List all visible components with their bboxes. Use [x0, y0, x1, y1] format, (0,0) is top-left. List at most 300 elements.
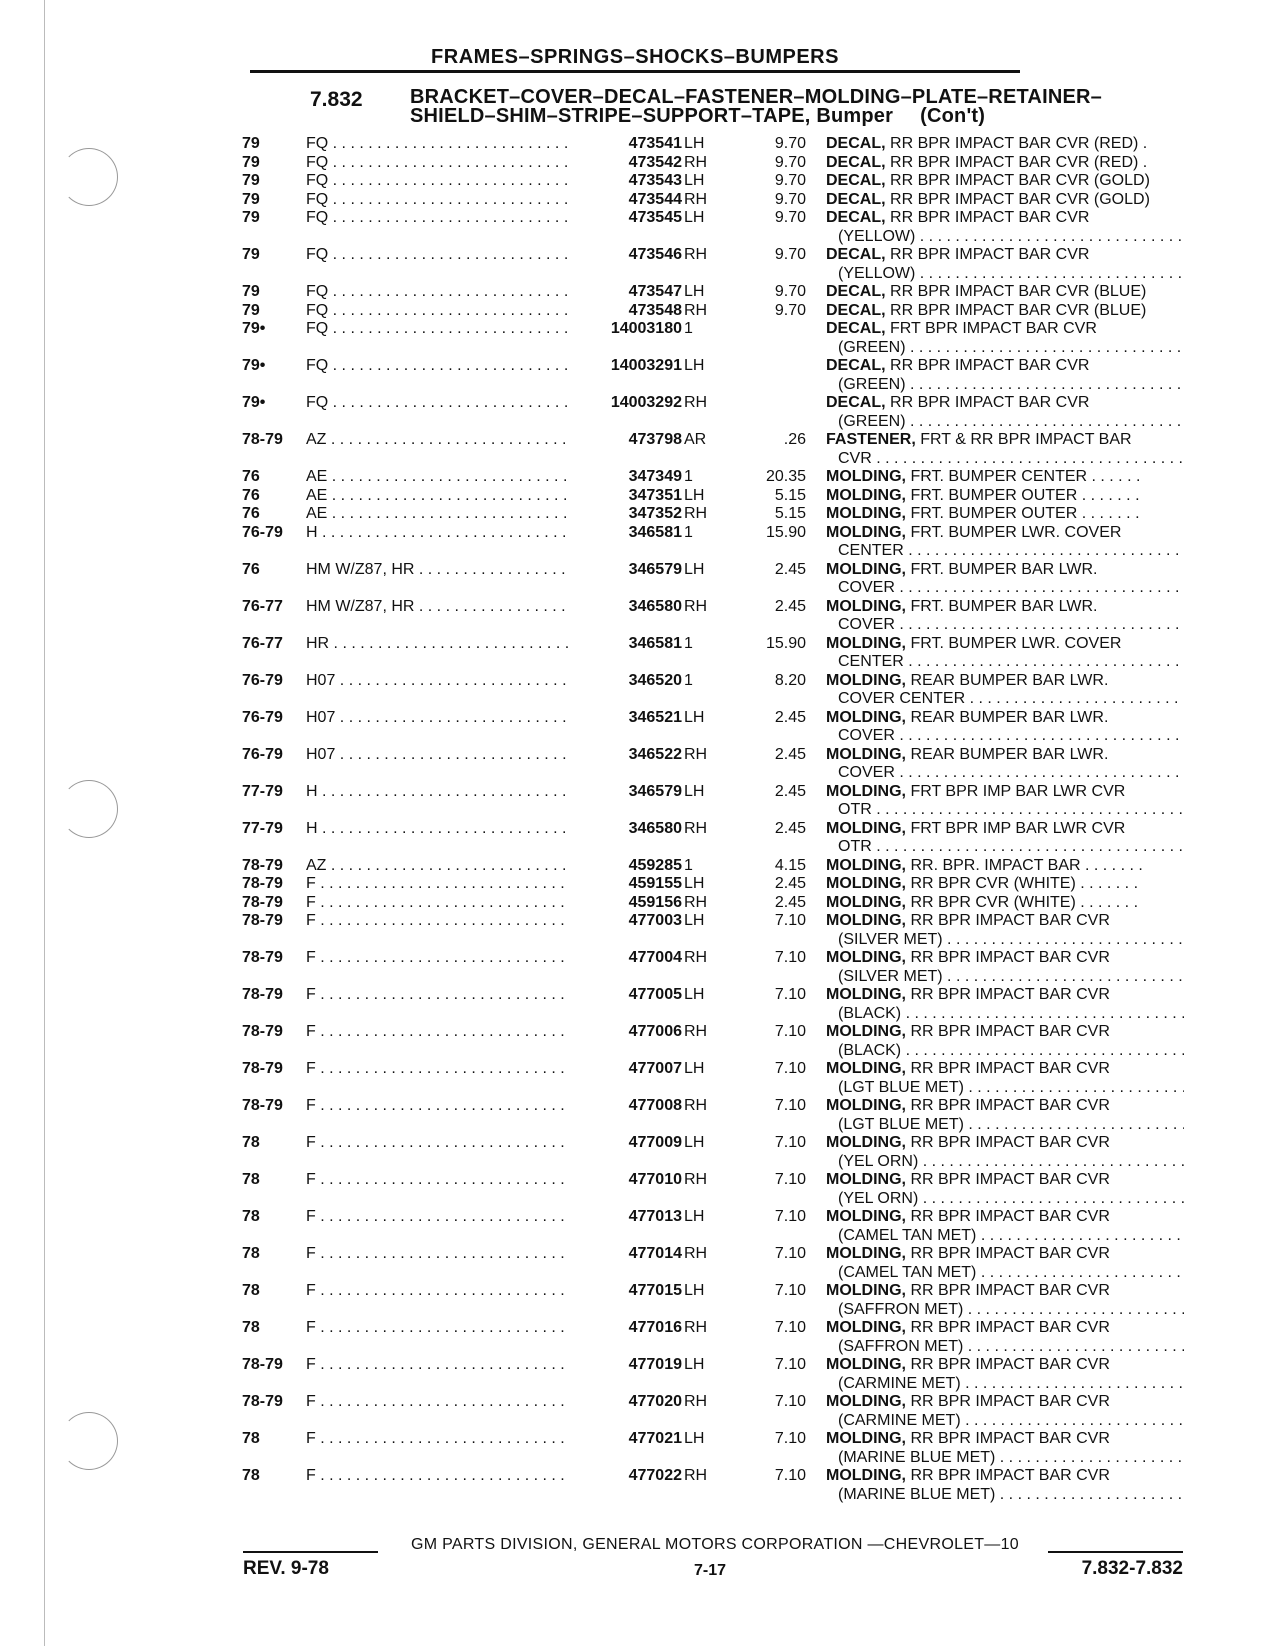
quantity-cell: LH [684, 1430, 705, 1447]
quantity-cell: RH [684, 1171, 708, 1188]
quantity-cell: RH [684, 190, 708, 208]
price-cell: 4.15 [774, 856, 806, 874]
model-cell: F . . . [306, 1393, 574, 1412]
parts-row [0, 746, 1280, 783]
item-description-line2: (SILVER MET) . . . [826, 931, 1184, 950]
price-cell: 9.70 [774, 172, 806, 189]
part-number-cell: 477010 [568, 1171, 682, 1190]
parts-row [0, 246, 1280, 283]
price-cell: 7.10 [774, 949, 806, 966]
model-cell: H . . . [306, 783, 574, 802]
item-name: DECAL, [826, 172, 886, 189]
description-cell [826, 283, 1186, 302]
model-cell: FQ . . . [306, 172, 574, 191]
price-cell: 15.90 [765, 523, 806, 541]
item-description: RR BPR IMPACT BAR CVR [910, 1245, 1110, 1262]
description-cell [826, 505, 1186, 524]
item-description-line2: COVER . . . [826, 727, 1184, 746]
part-number-cell: 346520 [568, 672, 682, 691]
price-cell: 7.10 [774, 986, 806, 1003]
quantity-cell: 1 [684, 856, 693, 874]
part-number-cell: 346580 [568, 598, 682, 617]
year-cell: 76 [242, 486, 260, 504]
item-description: RR BPR IMPACT BAR CVR [890, 394, 1090, 411]
year-cell: 78-79 [242, 1023, 283, 1040]
item-description-line2: (GREEN) . . . [826, 376, 1184, 395]
model-cell: AE . . . [306, 505, 574, 524]
quantity-cell: 1 [684, 468, 693, 485]
year-cell: 79 [242, 153, 260, 171]
parts-row [0, 1208, 1280, 1245]
item-name: MOLDING, [826, 1430, 906, 1447]
item-description-line2: (YEL ORN) . . . [826, 1153, 1184, 1172]
part-number-cell: 14003292 [568, 394, 682, 413]
item-name: MOLDING, [826, 1023, 906, 1040]
description-cell [826, 487, 1186, 506]
year-cell: 77-79 [242, 819, 283, 837]
parts-row [0, 1393, 1280, 1430]
part-number-cell: 14003180 [568, 320, 682, 339]
item-description: REAR BUMPER BAR LWR. [910, 671, 1109, 689]
revision-label: REV. 9-78 [243, 1558, 329, 1579]
price-cell: 9.70 [774, 190, 806, 208]
item-name: MOLDING, [826, 1319, 906, 1336]
item-description: RR BPR IMPACT BAR CVR [890, 209, 1090, 226]
parts-row [0, 302, 1280, 321]
description-cell [826, 357, 1186, 394]
parts-row [0, 209, 1280, 246]
item-description: RR BPR IMPACT BAR CVR (GOLD) [890, 190, 1150, 208]
year-cell: 78-79 [242, 1393, 283, 1410]
quantity-cell: RH [684, 1467, 708, 1484]
description-cell [826, 635, 1186, 672]
parts-row [0, 857, 1280, 876]
year-cell: 76-79 [242, 708, 283, 726]
parts-row [0, 468, 1280, 487]
year-cell: 76-79 [242, 523, 283, 541]
parts-row [0, 1319, 1280, 1356]
item-name: MOLDING, [826, 671, 906, 689]
part-number-cell: 346522 [568, 746, 682, 765]
item-name: DECAL, [826, 283, 886, 300]
item-name: MOLDING, [826, 486, 906, 504]
item-name: MOLDING, [826, 745, 906, 763]
year-cell: 78-79 [242, 1097, 283, 1114]
item-description: RR BPR IMPACT BAR CVR [910, 1282, 1110, 1299]
part-number-cell: 473542 [568, 154, 682, 173]
item-description: REAR BUMPER BAR LWR. [910, 708, 1109, 726]
quantity-cell: RH [684, 893, 708, 911]
price-cell: 7.10 [774, 1134, 806, 1151]
item-name: DECAL, [826, 246, 886, 263]
part-number-cell: 346581 [568, 635, 682, 654]
year-cell: 76 [242, 468, 260, 485]
quantity-cell: RH [684, 153, 708, 171]
description-cell [826, 468, 1186, 487]
item-description: RR BPR IMPACT BAR CVR [910, 1208, 1110, 1225]
part-number-cell: 477015 [568, 1282, 682, 1301]
item-name: MOLDING, [826, 1208, 906, 1225]
footer-rule-right [1048, 1551, 1183, 1553]
quantity-cell: LH [684, 1208, 705, 1225]
item-description: RR BPR CVR (WHITE) . . . . . . . [910, 875, 1139, 892]
description-cell [826, 1356, 1186, 1393]
section-title-line1: BRACKET–COVER–DECAL–FASTENER–MOLDING–PLATE–RETAINER– [410, 86, 1102, 108]
quantity-cell: 1 [684, 523, 693, 541]
parts-row [0, 1245, 1280, 1282]
price-cell: 7.10 [774, 1208, 806, 1225]
part-number-cell: 346581 [568, 524, 682, 543]
parts-row [0, 875, 1280, 894]
model-cell: AE . . . [306, 487, 574, 506]
quantity-cell: RH [684, 246, 708, 263]
price-cell: 7.10 [774, 1393, 806, 1410]
page-header-title: FRAMES–SPRINGS–SHOCKS–BUMPERS [431, 46, 839, 68]
item-description-line2: (MARINE BLUE MET) . . . [826, 1449, 1184, 1468]
part-number-cell: 459285 [568, 857, 682, 876]
model-cell: FQ . . . [306, 154, 574, 173]
quantity-cell: LH [684, 1356, 705, 1373]
quantity-cell: RH [684, 505, 708, 522]
part-number-cell: 347351 [568, 487, 682, 506]
year-cell: 76-79 [242, 745, 283, 763]
item-name: MOLDING, [826, 856, 906, 874]
quantity-cell: RH [684, 301, 708, 319]
model-cell: FQ . . . [306, 357, 574, 376]
item-name: MOLDING, [826, 986, 906, 1003]
parts-row [0, 1467, 1280, 1504]
part-number-cell: 477020 [568, 1393, 682, 1412]
item-description-line2: (BLACK) . . . [826, 1042, 1184, 1061]
description-cell [826, 320, 1186, 357]
item-description: RR BPR IMPACT BAR CVR (BLUE) [890, 283, 1147, 300]
description-cell [826, 1208, 1186, 1245]
item-description: RR BPR IMPACT BAR CVR [910, 1134, 1110, 1151]
item-description: FRT BPR IMP BAR LWR CVR [910, 782, 1126, 800]
parts-row [0, 912, 1280, 949]
item-description-line2: (SILVER MET) . . . [826, 968, 1184, 987]
parts-row [0, 635, 1280, 672]
model-cell: HM W/Z87, HR . . . [306, 598, 574, 617]
year-cell: 76-79 [242, 671, 283, 689]
parts-row [0, 1430, 1280, 1467]
model-cell: F . . . [306, 1245, 574, 1264]
description-cell [826, 246, 1186, 283]
year-cell: 78-79 [242, 875, 283, 892]
description-cell [826, 561, 1186, 598]
model-cell: F . . . [306, 912, 574, 931]
quantity-cell: LH [684, 560, 705, 578]
description-cell [826, 172, 1186, 191]
item-description: RR. BPR. IMPACT BAR . . . . . . . [910, 856, 1143, 874]
year-cell: 79 [242, 246, 260, 263]
item-name: MOLDING, [826, 708, 906, 726]
price-cell: 9.70 [774, 135, 806, 152]
quantity-cell: LH [684, 172, 705, 189]
parts-row [0, 894, 1280, 913]
year-cell: 78 [242, 1282, 260, 1299]
item-description: RR BPR IMPACT BAR CVR [910, 1171, 1110, 1188]
description-cell [826, 986, 1186, 1023]
item-name: MOLDING, [826, 523, 906, 541]
item-description: REAR BUMPER BAR LWR. [910, 745, 1109, 763]
section-title [410, 88, 1102, 126]
part-number-cell: 473546 [568, 246, 682, 265]
quantity-cell: LH [684, 135, 705, 152]
item-description: FRT. BUMPER CENTER . . . . . . [910, 468, 1141, 485]
item-description: RR BPR IMPACT BAR CVR [910, 1023, 1110, 1040]
item-description-line2: COVER . . . [826, 764, 1184, 783]
parts-row [0, 191, 1280, 210]
part-number-cell: 473541 [568, 135, 682, 154]
year-cell: 79 [242, 172, 260, 189]
item-description-line2: (SAFFRON MET) . . . [826, 1301, 1184, 1320]
item-name: MOLDING, [826, 782, 906, 800]
part-number-cell: 473798 [568, 431, 682, 450]
model-cell: AE . . . [306, 468, 574, 487]
model-cell: H . . . [306, 524, 574, 543]
item-name: MOLDING, [826, 560, 906, 578]
description-cell [826, 394, 1186, 431]
parts-row [0, 283, 1280, 302]
year-cell: 79• [242, 320, 266, 337]
description-cell [826, 209, 1186, 246]
item-description-line2: CENTER . . . [826, 542, 1184, 561]
description-cell [826, 857, 1186, 876]
price-cell: 7.10 [774, 1245, 806, 1262]
description-cell [826, 154, 1186, 173]
price-cell: 5.15 [774, 505, 806, 522]
year-cell: 78 [242, 1208, 260, 1225]
item-description: FRT. BUMPER OUTER . . . . . . . [910, 505, 1140, 522]
year-cell: 78-79 [242, 949, 283, 966]
quantity-cell: 1 [684, 634, 693, 652]
quantity-cell: AR [684, 431, 707, 448]
quantity-cell: RH [684, 819, 708, 837]
description-cell [826, 1245, 1186, 1282]
part-number-cell: 346521 [568, 709, 682, 728]
year-cell: 78 [242, 1319, 260, 1336]
quantity-cell: RH [684, 1097, 708, 1114]
part-number-cell: 477014 [568, 1245, 682, 1264]
quantity-cell: RH [684, 1393, 708, 1410]
item-description: RR BPR IMPACT BAR CVR [910, 1393, 1110, 1410]
year-cell: 78-79 [242, 912, 283, 929]
quantity-cell: RH [684, 1023, 708, 1040]
parts-row [0, 598, 1280, 635]
model-cell: FQ . . . [306, 320, 574, 339]
part-number-cell: 346579 [568, 783, 682, 802]
item-description: RR BPR IMPACT BAR CVR [910, 1060, 1110, 1077]
item-description: FRT & RR BPR IMPACT BAR [920, 431, 1132, 448]
year-cell: 76 [242, 560, 260, 578]
item-name: MOLDING, [826, 1060, 906, 1077]
description-cell [826, 746, 1186, 783]
item-description: FRT. BUMPER LWR. COVER [910, 523, 1122, 541]
footer-rule-left [243, 1551, 378, 1553]
item-description-line2: (LGT BLUE MET) . . . [826, 1079, 1184, 1098]
description-cell [826, 783, 1186, 820]
item-description: RR BPR IMPACT BAR CVR [910, 1319, 1110, 1336]
item-name: DECAL, [826, 135, 886, 152]
item-description: RR BPR IMPACT BAR CVR [910, 1430, 1110, 1447]
part-number-cell: 346580 [568, 820, 682, 839]
item-description: RR BPR IMPACT BAR CVR [890, 357, 1090, 374]
price-cell: 2.45 [774, 560, 806, 578]
quantity-cell: RH [684, 1245, 708, 1262]
parts-row [0, 135, 1280, 154]
parts-row [0, 320, 1280, 357]
part-number-cell: 473544 [568, 191, 682, 210]
item-description: RR BPR IMPACT BAR CVR (RED) . [890, 135, 1148, 152]
part-number-cell: 477006 [568, 1023, 682, 1042]
year-cell: 76-77 [242, 597, 283, 615]
part-number-cell: 346579 [568, 561, 682, 580]
item-description-line2: CENTER . . . [826, 653, 1184, 672]
description-cell [826, 1430, 1186, 1467]
price-cell: 7.10 [774, 1319, 806, 1336]
quantity-cell: LH [684, 708, 705, 726]
item-description: FRT. BUMPER LWR. COVER [910, 634, 1122, 652]
parts-row [0, 154, 1280, 173]
part-number-cell: 459155 [568, 875, 682, 894]
model-cell: FQ . . . [306, 246, 574, 265]
price-cell: 2.45 [774, 819, 806, 837]
model-cell: F . . . [306, 1097, 574, 1116]
item-description: RR BPR IMPACT BAR CVR [910, 912, 1110, 929]
parts-row [0, 709, 1280, 746]
item-description-line2: OTR . . . [826, 838, 1184, 857]
part-number-cell: 477013 [568, 1208, 682, 1227]
year-cell: 78-79 [242, 856, 283, 874]
part-number-cell: 477005 [568, 986, 682, 1005]
quantity-cell: LH [684, 1134, 705, 1151]
model-cell: FQ . . . [306, 302, 574, 321]
description-cell [826, 431, 1186, 468]
item-description: FRT. BUMPER BAR LWR. [910, 597, 1098, 615]
item-description-line2: (CAMEL TAN MET) . . . [826, 1264, 1184, 1283]
price-cell: 8.20 [774, 671, 806, 689]
item-name: MOLDING, [826, 634, 906, 652]
item-name: MOLDING, [826, 1393, 906, 1410]
year-cell: 79• [242, 394, 266, 411]
price-cell: 9.70 [774, 283, 806, 300]
parts-row [0, 1171, 1280, 1208]
item-description: RR BPR IMPACT BAR CVR (RED) . [890, 153, 1148, 171]
year-cell: 79• [242, 357, 266, 374]
header-rule [250, 70, 1020, 73]
part-number-cell: 477007 [568, 1060, 682, 1079]
item-name: MOLDING, [826, 1134, 906, 1151]
part-number-cell: 459156 [568, 894, 682, 913]
parts-row [0, 172, 1280, 191]
model-cell: HR . . . [306, 635, 574, 654]
price-cell: 20.35 [765, 468, 806, 485]
item-name: MOLDING, [826, 875, 906, 892]
parts-row [0, 1097, 1280, 1134]
quantity-cell: LH [684, 986, 705, 1003]
model-cell: H07 . . . [306, 672, 574, 691]
model-cell: FQ . . . [306, 191, 574, 210]
price-cell: 15.90 [765, 634, 806, 652]
item-description: FRT. BUMPER OUTER . . . . . . . [910, 486, 1140, 504]
item-description: RR BPR IMPACT BAR CVR [910, 1097, 1110, 1114]
description-cell [826, 1319, 1186, 1356]
item-name: FASTENER, [826, 431, 916, 448]
price-cell: 2.45 [774, 708, 806, 726]
description-cell [826, 1282, 1186, 1319]
item-name: MOLDING, [826, 1097, 906, 1114]
parts-row [0, 394, 1280, 431]
item-description: FRT BPR IMPACT BAR CVR [890, 320, 1097, 337]
item-description: RR BPR IMPACT BAR CVR [910, 949, 1110, 966]
quantity-cell: LH [684, 782, 705, 800]
item-description-line2: (CAMEL TAN MET) . . . [826, 1227, 1184, 1246]
parts-row [0, 949, 1280, 986]
item-description-line2: OTR . . . [826, 801, 1184, 820]
price-cell: 9.70 [774, 209, 806, 226]
item-description-line2: CVR . . . [826, 450, 1184, 469]
quantity-cell: RH [684, 1319, 708, 1336]
model-cell: AZ . . . [306, 857, 574, 876]
parts-row [0, 1282, 1280, 1319]
model-cell: F . . . [306, 1134, 574, 1153]
model-cell: F . . . [306, 1430, 574, 1449]
item-name: MOLDING, [826, 1467, 906, 1484]
item-description: RR BPR IMPACT BAR CVR (BLUE) [890, 301, 1147, 319]
item-description: RR BPR IMPACT BAR CVR (GOLD) [890, 172, 1150, 189]
quantity-cell: RH [684, 394, 708, 411]
year-cell: 76 [242, 505, 260, 522]
item-name: DECAL, [826, 394, 886, 411]
item-name: DECAL, [826, 153, 886, 171]
parts-row [0, 820, 1280, 857]
part-number-cell: 477003 [568, 912, 682, 931]
part-number-cell: 477008 [568, 1097, 682, 1116]
year-cell: 79 [242, 209, 260, 226]
section-number: 7.832 [310, 88, 363, 111]
item-name: MOLDING, [826, 468, 906, 485]
price-cell: 7.10 [774, 1467, 806, 1484]
item-description: RR BPR IMPACT BAR CVR [910, 1467, 1110, 1484]
price-cell: 7.10 [774, 1171, 806, 1188]
parts-row [0, 1134, 1280, 1171]
quantity-cell: RH [684, 597, 708, 615]
parts-list [0, 135, 1280, 1504]
model-cell: F . . . [306, 986, 574, 1005]
part-number-cell: 473543 [568, 172, 682, 191]
quantity-cell: 1 [684, 671, 693, 689]
item-name: DECAL, [826, 190, 886, 208]
parts-row [0, 561, 1280, 598]
price-cell: 7.10 [774, 1097, 806, 1114]
year-cell: 78-79 [242, 1060, 283, 1077]
item-name: MOLDING, [826, 1282, 906, 1299]
item-description-line2: (LGT BLUE MET) . . . [826, 1116, 1184, 1135]
item-name: MOLDING, [826, 819, 906, 837]
item-description: RR BPR IMPACT BAR CVR [910, 986, 1110, 1003]
parts-row [0, 431, 1280, 468]
year-cell: 79 [242, 190, 260, 208]
item-description: FRT. BUMPER BAR LWR. [910, 560, 1098, 578]
parts-row [0, 487, 1280, 506]
item-name: MOLDING, [826, 893, 906, 911]
price-cell: 7.10 [774, 1023, 806, 1040]
item-description-line2: (GREEN) . . . [826, 413, 1184, 432]
item-name: MOLDING, [826, 912, 906, 929]
item-name: MOLDING, [826, 1171, 906, 1188]
footer-text: GM PARTS DIVISION, GENERAL MOTORS CORPORATION —CHEVROLET—10 [410, 1536, 1020, 1553]
